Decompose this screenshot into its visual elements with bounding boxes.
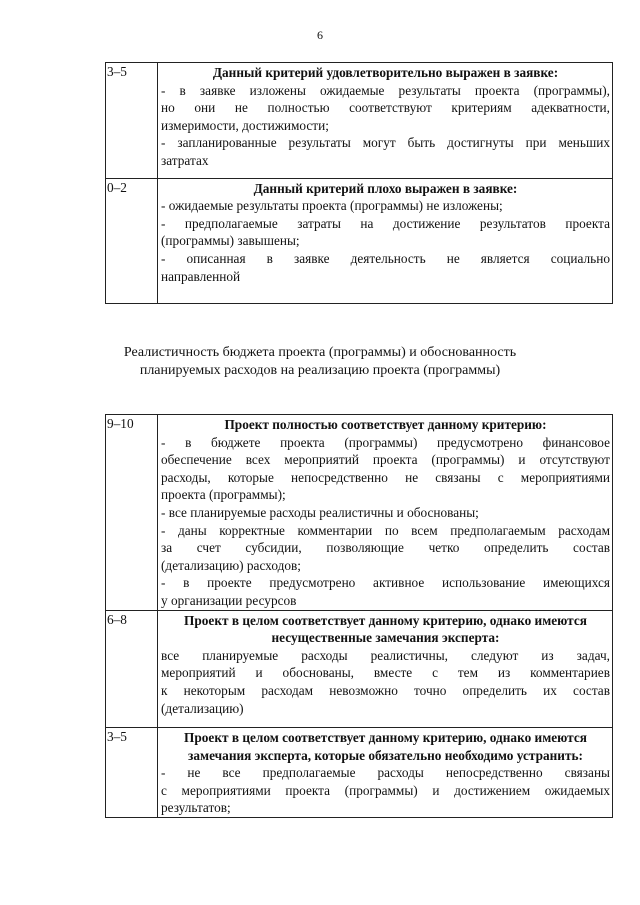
row-line: мероприятий и обоснованы, вместе с тем из комментариев bbox=[161, 665, 610, 681]
row-line: - предполагаемые затраты на достижение результатов проекта bbox=[161, 215, 610, 231]
criteria-table-budget bbox=[105, 414, 613, 818]
row-line: расходы, которые непосредственно не связаны с мероприятиями bbox=[161, 469, 610, 485]
description-cell bbox=[158, 415, 613, 611]
row-line: результатов; bbox=[161, 800, 231, 816]
row-line: затратах bbox=[161, 152, 209, 168]
row-line: - запланированные результаты могут быть достигнуты при меньших bbox=[161, 135, 610, 151]
table-row bbox=[106, 415, 613, 611]
row-line: (детализацию) bbox=[161, 700, 244, 716]
page-number: 6 bbox=[317, 28, 323, 42]
row-line: к некоторым расходам невозможно точно определить их состав bbox=[161, 682, 610, 698]
row-heading: Проект в целом соответствует данному критерию, однако имеются замечания эксперта, которые обязательно необходимо устранить: bbox=[184, 730, 587, 763]
score-cell: 0–2 bbox=[106, 178, 158, 304]
description-cell bbox=[158, 178, 613, 304]
row-line: измеримости, достижимости; bbox=[161, 117, 329, 133]
row-line: - все планируемые расходы реалистичны и обоснованы; bbox=[161, 504, 479, 520]
row-line: - не все предполагаемые расходы непосредственно связаны bbox=[161, 765, 610, 781]
row-line: - в проекте предусмотрено активное использование имеющихся bbox=[161, 575, 610, 591]
section-title bbox=[0, 344, 640, 380]
score-cell: 3–5 bbox=[106, 728, 158, 818]
row-line: - описанная в заявке деятельность не является социально bbox=[161, 250, 610, 266]
row-line: все планируемые расходы реалистичны, следуют из задач, bbox=[161, 647, 610, 663]
row-line: обеспечение всех мероприятий проекта (программы) и отсутствуют bbox=[161, 452, 610, 468]
section-title-line: Реалистичность бюджета проекта (программы) и обоснованность bbox=[123, 345, 517, 360]
row-line: у организации ресурсов bbox=[161, 592, 297, 608]
row-line: - даны корректные комментарии по всем предполагаемым расходам bbox=[161, 522, 610, 538]
row-line: - ожидаемые результаты проекта (программы) не изложены; bbox=[161, 198, 503, 214]
row-line: с мероприятиями проекта (программы) и достижением ожидаемых bbox=[161, 782, 610, 798]
table-row bbox=[106, 63, 613, 179]
description-cell bbox=[158, 610, 613, 728]
description-cell bbox=[158, 728, 613, 818]
table-row bbox=[106, 610, 613, 728]
row-line: (детализацию) расходов; bbox=[161, 557, 301, 573]
row-heading: Данный критерий удовлетворительно выражен в заявке: bbox=[212, 65, 559, 80]
row-heading: Данный критерий плохо выражен в заявке: bbox=[253, 180, 518, 196]
table-row bbox=[106, 728, 613, 818]
row-heading: Проект полностью соответствует данному критерию: bbox=[224, 417, 547, 432]
row-line: за счет субсидии, позволяющие четко определить состав bbox=[161, 540, 610, 556]
row-line: направленной bbox=[161, 268, 241, 284]
row-line: проекта (программы); bbox=[161, 487, 286, 503]
row-heading: Проект в целом соответствует данному критерию, однако имеются несущественные замечания эксперта: bbox=[184, 612, 587, 646]
score-cell: 9–10 bbox=[106, 415, 158, 611]
table-row bbox=[106, 178, 613, 304]
row-line: но они не полностью соответствуют критериям адекватности, bbox=[161, 100, 610, 116]
score-cell: 3–5 bbox=[106, 63, 158, 179]
section-title-line: планируемых расходов на реализацию проекта (программы) bbox=[139, 363, 501, 378]
row-line: - в заявке изложены ожидаемые результаты проекта (программы), bbox=[161, 82, 610, 98]
row-line: - в бюджете проекта (программы) предусмотрено финансовое bbox=[161, 434, 610, 450]
description-cell bbox=[158, 63, 613, 179]
score-cell: 6–8 bbox=[106, 610, 158, 728]
criteria-table-results bbox=[105, 62, 613, 304]
row-line: (программы) завышены; bbox=[161, 233, 300, 249]
